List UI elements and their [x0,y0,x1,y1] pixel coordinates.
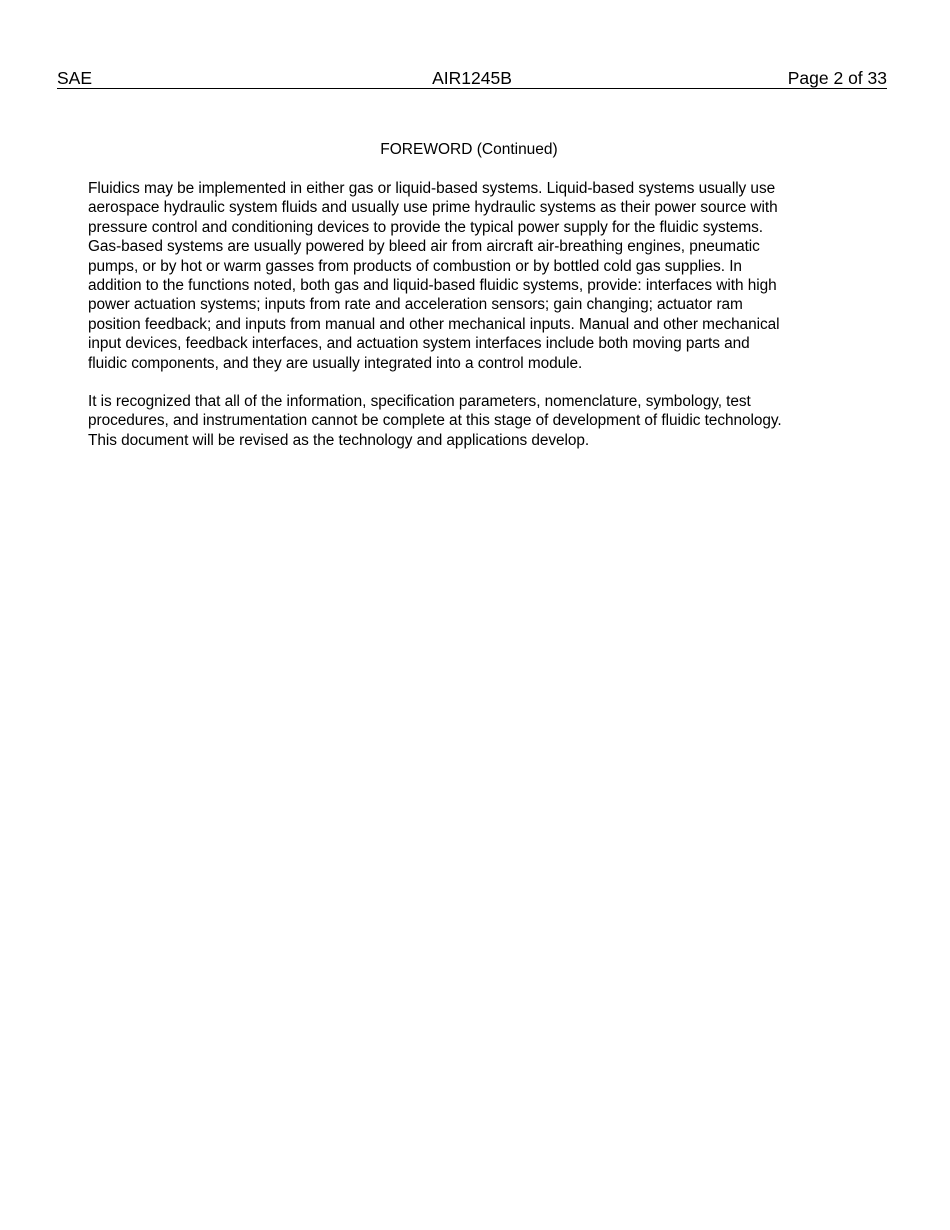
paragraph-line: pumps, or by hot or warm gasses from products of combustion or by bottled cold gas supplies. In [88,257,742,275]
paragraph-line: addition to the functions noted, both gas and liquid-based fluidic systems, provide: interfaces with high [88,277,777,295]
paragraph-line: position feedback; and inputs from manual and other mechanical inputs. Manual and other mechanical [88,315,780,333]
paragraph-line: It is recognized that all of the information, specification parameters, nomenclature, symbology, test [88,393,751,410]
paragraph-line: This document will be revised as the technology and applications develop. [88,431,590,449]
section-heading: FOREWORD (Continued) [380,141,558,158]
paragraph-line: Fluidics may be implemented in either gas or liquid-based systems. Liquid-based systems usually use [88,180,776,197]
page-header [57,67,887,89]
paragraph-line: power actuation systems; inputs from rate and acceleration sensors; gain changing; actuator ram [88,296,743,314]
paragraph-line: input devices, feedback interfaces, and actuation system interfaces include both moving parts and [88,335,750,353]
paragraph-line: pressure control and conditioning devices to provide the typical power supply for the fluidic systems. [88,218,764,236]
paragraph-revision-note [88,392,868,450]
header-organization: SAE [57,68,93,88]
paragraph-fluidics-systems [88,179,868,373]
header-document-number: AIR1245B [432,68,512,88]
paragraph-line: Gas-based systems are usually powered by bleed air from aircraft air-breathing engines, pneumatic [88,238,760,256]
header-page-number: Page 2 of 33 [787,68,887,88]
paragraph-line: aerospace hydraulic system fluids and usually use prime hydraulic systems as their power source with [88,199,778,217]
paragraph-line: fluidic components, and they are usually integrated into a control module. [88,354,583,372]
paragraph-line: procedures, and instrumentation cannot be complete at this stage of development of fluidic technology. [88,412,782,430]
